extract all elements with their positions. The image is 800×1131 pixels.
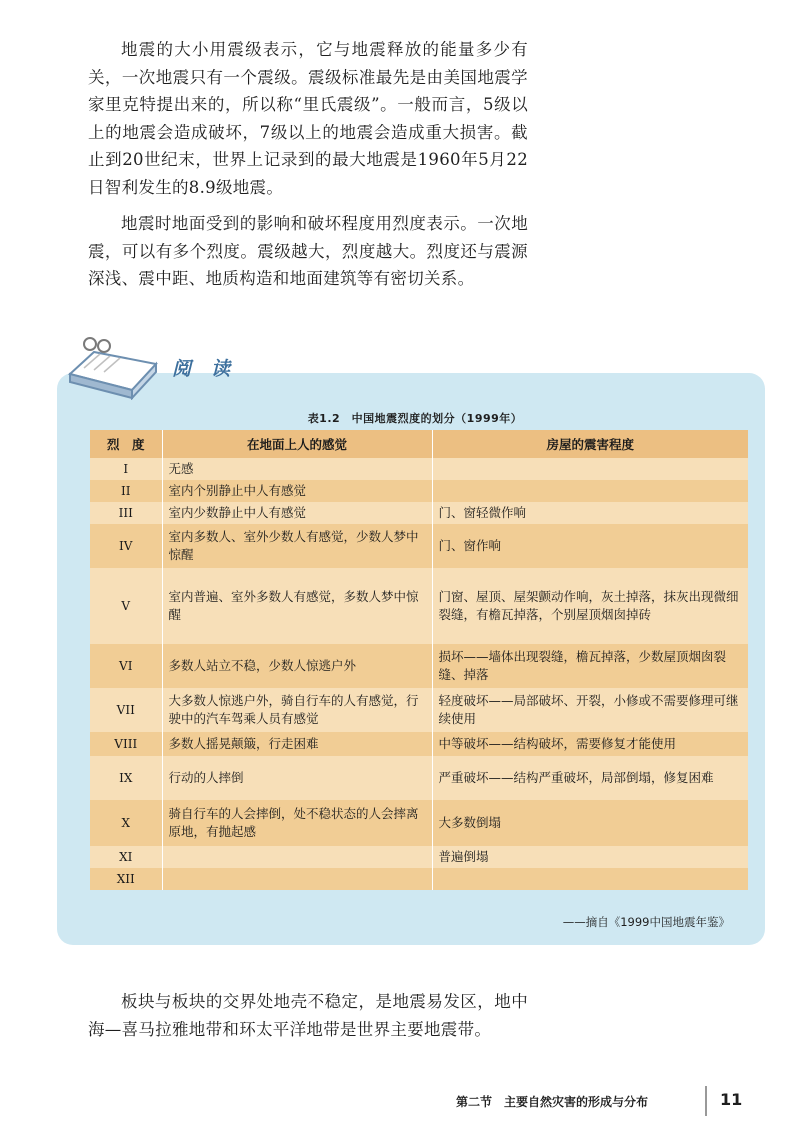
cell-feeling: 大多数人惊逃户外，骑自行车的人有感觉，行驶中的汽车驾乘人员有感觉 — [162, 688, 432, 732]
cell-degree: VIII — [90, 732, 162, 756]
cell-feeling: 骑自行车的人会摔倒，处不稳状态的人会摔离原地，有抛起感 — [162, 800, 432, 846]
paragraph-intensity — [88, 210, 528, 293]
paragraph-text: 地震时地面受到的影响和破坏程度用烈度表示。一次地震，可以有多个烈度。震级越大，烈度越大。烈度还与震源深浅、震中距、地质构造和地面建筑等有密切关系。 — [88, 214, 528, 288]
header-feeling: 在地面上人的感觉 — [162, 430, 432, 458]
table-row — [90, 524, 748, 568]
cell-feeling: 室内普遍、室外多数人有感觉，多数人梦中惊醒 — [162, 568, 432, 644]
paragraph-magnitude — [88, 36, 528, 201]
cell-degree: V — [90, 568, 162, 644]
table-row — [90, 644, 748, 688]
cell-damage: 门、窗作响 — [432, 524, 748, 568]
cell-damage: 门、窗轻微作响 — [432, 502, 748, 524]
cell-degree: VI — [90, 644, 162, 688]
cell-degree: II — [90, 480, 162, 502]
table-row — [90, 868, 748, 890]
table-caption: 表1.2 中国地震烈度的划分（1999年） — [307, 412, 523, 425]
table-row — [90, 846, 748, 868]
header-degree: 烈 度 — [90, 430, 162, 458]
table-row — [90, 458, 748, 480]
cell-damage — [432, 458, 748, 480]
table-row — [90, 480, 748, 502]
paragraph-text: 板块与板块的交界处地壳不稳定，是地震易发区，地中海—喜马拉雅地带和环太平洋地带是世界主要地震带。 — [88, 992, 528, 1039]
cell-feeling: 无感 — [162, 458, 432, 480]
footer-section-title: 第二节 主要自然灾害的形成与分布 — [456, 1095, 649, 1109]
cell-damage: 严重破坏——结构严重破坏，局部倒塌，修复困难 — [432, 756, 748, 800]
cell-degree: I — [90, 458, 162, 480]
cell-damage — [432, 868, 748, 890]
cell-feeling: 室内多数人、室外少数人有感觉，少数人梦中惊醒 — [162, 524, 432, 568]
cell-feeling — [162, 846, 432, 868]
table-row — [90, 732, 748, 756]
cell-degree: IX — [90, 756, 162, 800]
cell-degree: XI — [90, 846, 162, 868]
table-header-row — [90, 430, 748, 458]
notebook-icon — [64, 334, 160, 400]
cell-feeling: 多数人摇晃颠簸，行走困难 — [162, 732, 432, 756]
cell-damage: 大多数倒塌 — [432, 800, 748, 846]
table-row — [90, 688, 748, 732]
cell-feeling: 室内少数静止中人有感觉 — [162, 502, 432, 524]
cell-feeling — [162, 868, 432, 890]
page-number: 11 — [720, 1090, 743, 1109]
cell-damage: 中等破坏——结构破坏，需要修复才能使用 — [432, 732, 748, 756]
paragraph-text: 地震的大小用震级表示，它与地震释放的能量多少有关，一次地震只有一个震级。震级标准最先是由美国地震学家里克特提出来的，所以称“里氏震级”。一般而言，5级以上的地震会造成破坏，7级以上的地震会造成重大损害。截止到20世纪末，世界上记录到的最大地震是1960年5月22日智利发生的8.9级地震。 — [88, 40, 528, 197]
header-damage: 房屋的震害程度 — [432, 430, 748, 458]
cell-degree: XII — [90, 868, 162, 890]
table-row — [90, 756, 748, 800]
cell-degree: III — [90, 502, 162, 524]
paragraph-plates — [88, 988, 528, 1043]
table-row — [90, 502, 748, 524]
cell-degree: IV — [90, 524, 162, 568]
cell-damage: 损坏——墙体出现裂缝，檐瓦掉落，少数屋顶烟囱裂缝、掉落 — [432, 644, 748, 688]
table-row — [90, 568, 748, 644]
intensity-table — [90, 430, 748, 890]
cell-feeling: 行动的人摔倒 — [162, 756, 432, 800]
cell-damage: 门窗、屋顶、屋架颤动作响，灰土掉落，抹灰出现微细裂缝，有檐瓦掉落，个别屋顶烟囱掉砖 — [432, 568, 748, 644]
table-row — [90, 800, 748, 846]
cell-feeling: 多数人站立不稳，少数人惊逃户外 — [162, 644, 432, 688]
table-source: ——摘自《1999中国地震年鉴》 — [562, 915, 730, 929]
cell-degree: VII — [90, 688, 162, 732]
cell-degree: X — [90, 800, 162, 846]
cell-damage — [432, 480, 748, 502]
cell-damage: 普遍倒塌 — [432, 846, 748, 868]
reading-title: 阅读 — [172, 358, 251, 380]
cell-feeling: 室内个别静止中人有感觉 — [162, 480, 432, 502]
footer-divider — [705, 1086, 707, 1116]
cell-damage: 轻度破坏——局部破坏、开裂，小修或不需要修理可继续使用 — [432, 688, 748, 732]
